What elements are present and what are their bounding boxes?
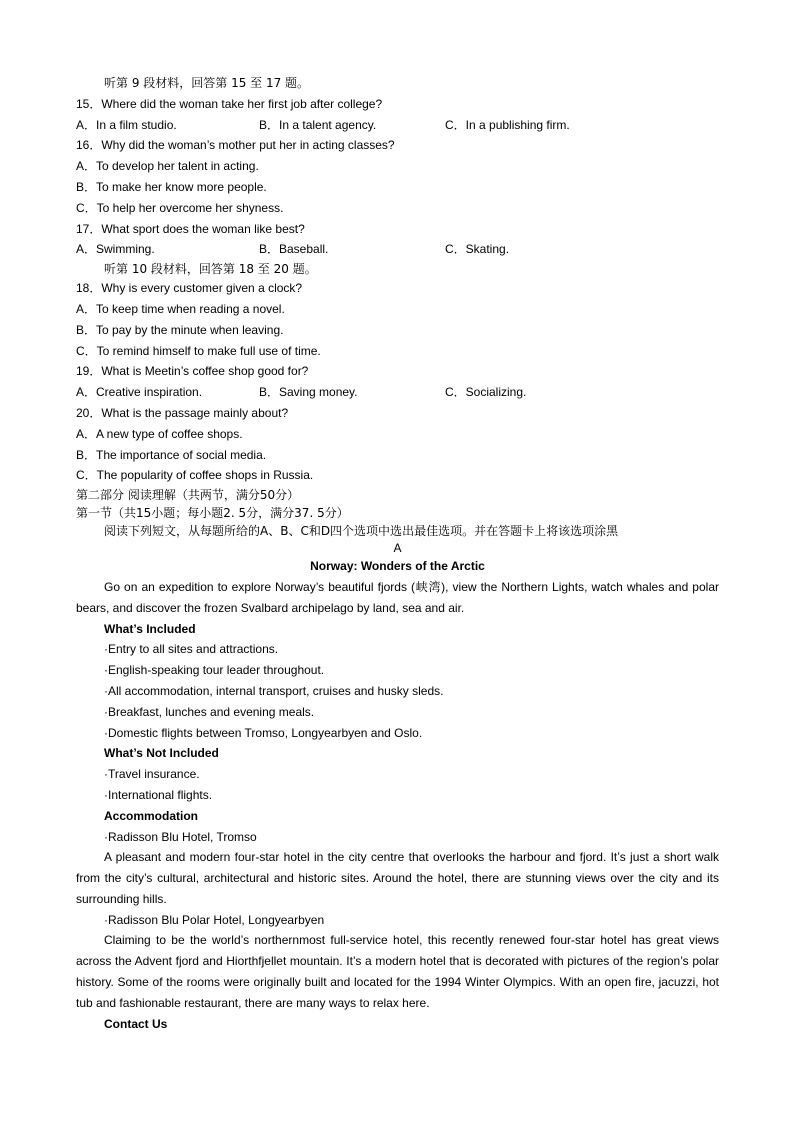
hotel-2-description: Claiming to be the world’s northernmost full-service hotel, this recently renewed four-star hotel has great views across the Advent fjord and Hiorthfjellet mountain. It’s a modern hotel that is decorated with pictures of the region’s polar history. Some of the rooms were originally built and located for the 1994 Winter Olympics. With an open fire, jacuzzi, hot tub and fashionable restaurant, there are many ways to relax here. bbox=[76, 933, 719, 1010]
option-b: B．Saving money. bbox=[259, 385, 358, 400]
option-b: B．In a talent agency. bbox=[259, 117, 377, 132]
option-c: C．The popularity of coffee shops in Russia. bbox=[76, 468, 314, 483]
option-b: B．Baseball. bbox=[259, 242, 329, 257]
option-c: C．In a publishing firm. bbox=[445, 117, 570, 132]
question-16-stem: 16．Why did the woman’s mother put her in acting classes? bbox=[76, 138, 395, 153]
question-20-stem: 20．What is the passage mainly about? bbox=[76, 405, 289, 420]
hotel-1-description: A pleasant and modern four-star hotel in the city centre that overlooks the harbour and fjord. It’s just a short walk from the city’s cultural, architectural and historic sites. Around the hotel, there are stunning views over the city and its surrounding hills. bbox=[76, 850, 719, 906]
not-included-heading: What’s Not Included bbox=[104, 746, 219, 761]
section-one-title: 第一节（共15小题；每小题2. 5分，满分37. 5分） bbox=[76, 506, 349, 521]
option-a: A．In a film studio. bbox=[76, 117, 177, 132]
section-heading-10: 听第 10 段材料，回答第 18 至 20 题。 bbox=[104, 262, 317, 277]
question-19-stem: 19．What is Meetin’s coffee shop good for? bbox=[76, 364, 309, 379]
option-b: B．To make her know more people. bbox=[76, 179, 267, 194]
exam-page bbox=[76, 73, 719, 1034]
question-18-stem: 18．Why is every customer given a clock? bbox=[76, 281, 303, 296]
option-c: C．Skating. bbox=[445, 242, 510, 257]
passage-letter: A bbox=[393, 541, 402, 556]
option-b: B．The importance of social media. bbox=[76, 447, 267, 462]
question-19-options bbox=[76, 382, 719, 403]
option-a: A．To develop her talent in acting. bbox=[76, 159, 259, 174]
passage-intro: Go on an expedition to explore Norway’s beautiful fjords (峡湾), view the Northern Lights, watch whales and polar bears, and discover the frozen Svalbard archipelago by land, sea and air. bbox=[76, 579, 719, 615]
included-heading: What’s Included bbox=[104, 621, 196, 636]
accommodation-heading: Accommodation bbox=[104, 808, 199, 823]
included-item: ·Breakfast, lunches and evening meals. bbox=[104, 704, 315, 719]
option-a: A．A new type of coffee shops. bbox=[76, 426, 243, 441]
hotel-1-name: ·Radisson Blu Hotel, Tromso bbox=[104, 829, 257, 844]
contact-heading: Contact Us bbox=[104, 1016, 168, 1031]
option-c: C．To remind himself to make full use of time. bbox=[76, 343, 321, 358]
option-a: A．Creative inspiration. bbox=[76, 385, 203, 400]
section-heading-9: 听第 9 段材料，回答第 15 至 17 题。 bbox=[104, 76, 310, 90]
part-two-title: 第二部分 阅读理解（共两节，满分50分） bbox=[76, 488, 300, 503]
not-included-item: ·Travel insurance. bbox=[104, 767, 200, 782]
question-15-stem: 15．Where did the woman take her first job after college? bbox=[76, 96, 383, 111]
option-c: C．Socializing. bbox=[445, 385, 527, 400]
not-included-item: ·International flights. bbox=[104, 787, 213, 802]
included-item: ·All accommodation, internal transport, cruises and husky sleds. bbox=[104, 683, 444, 698]
reading-instruction: 阅读下列短文，从每题所给的A、B、C和D四个选项中选出最佳选项。并在答题卡上将该选项涂黑 bbox=[104, 524, 619, 539]
included-item: ·Entry to all sites and attractions. bbox=[104, 642, 279, 657]
question-17-options bbox=[76, 239, 719, 260]
option-b: B．To pay by the minute when leaving. bbox=[76, 322, 284, 337]
question-17-stem: 17．What sport does the woman like best? bbox=[76, 221, 305, 236]
option-a: A．Swimming. bbox=[76, 242, 155, 257]
option-c: C．To help her overcome her shyness. bbox=[76, 200, 284, 215]
included-item: ·English-speaking tour leader throughout. bbox=[104, 663, 325, 678]
question-15-options bbox=[76, 115, 719, 136]
included-item: ·Domestic flights between Tromso, Longyearbyen and Oslo. bbox=[104, 725, 423, 740]
option-a: A．To keep time when reading a novel. bbox=[76, 301, 285, 316]
hotel-2-name: ·Radisson Blu Polar Hotel, Longyearbyen bbox=[104, 912, 325, 927]
passage-title: Norway: Wonders of the Arctic bbox=[310, 559, 485, 574]
